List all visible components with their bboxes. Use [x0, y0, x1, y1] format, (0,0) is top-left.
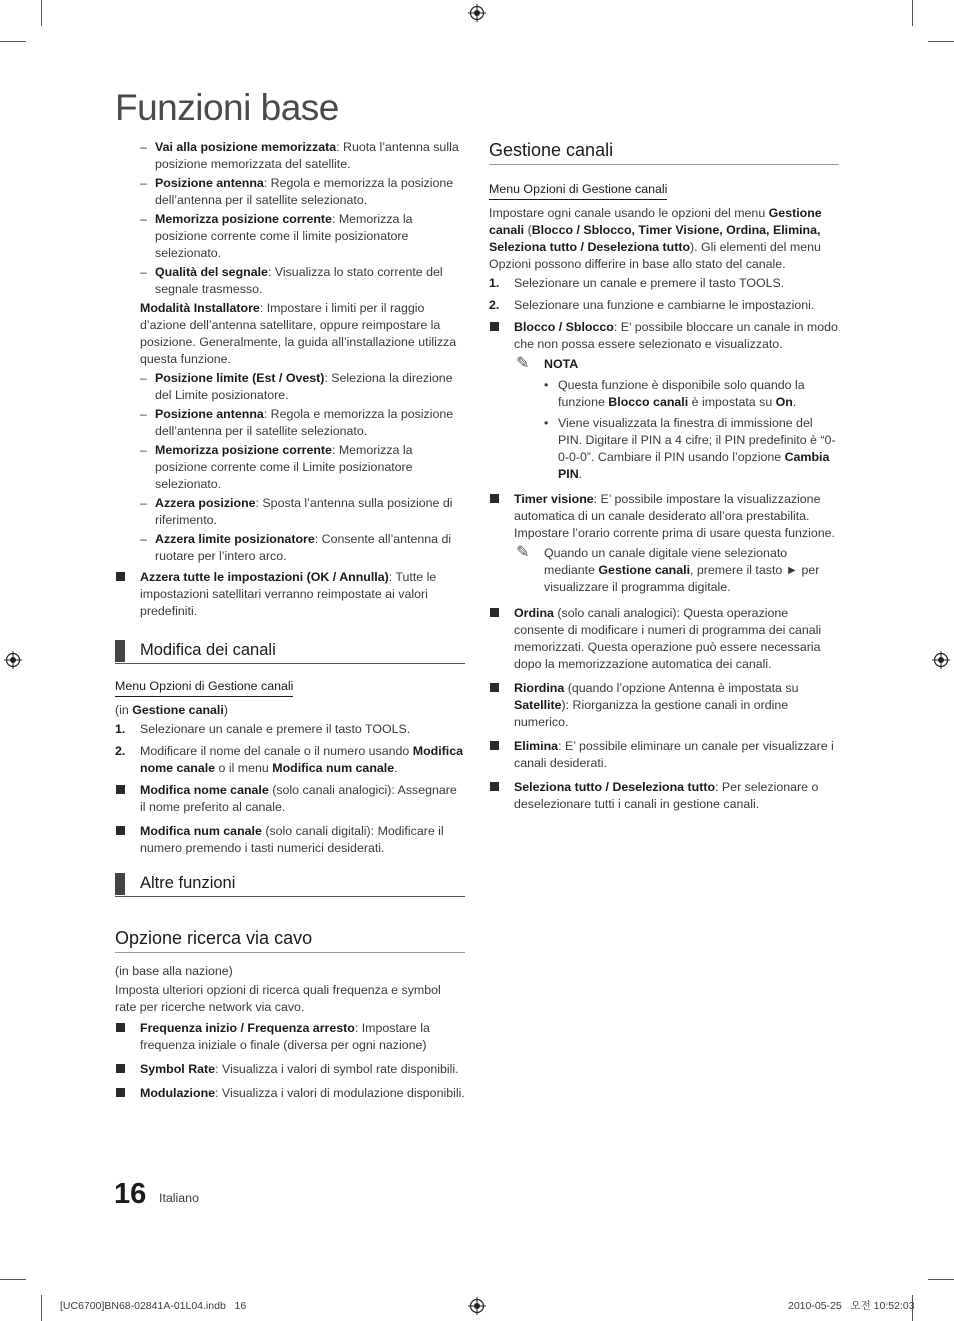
crop-mark	[928, 1279, 954, 1280]
crop-mark	[912, 0, 913, 26]
square-bullet-icon	[116, 1023, 125, 1032]
list-item: Modifica nome canale (solo canali analogici): Assegnare il nome preferito al canale.	[115, 782, 465, 816]
print-slug-date: 2010-05-25 오전 10:52:03	[788, 1300, 915, 1312]
step-item: 2. Modificare il nome del canale o il numero usando Modifica nome canale o il menu Modifica num canale.	[115, 744, 464, 775]
list-item: Seleziona tutto / Deseleziona tutto: Per selezionare o deselezionare tutti i canali in gestione canali.	[489, 779, 839, 813]
installer-options-list	[140, 370, 465, 565]
list-item: Timer visione: E’ possibile impostare la visualizzazione automatica di un canale desiderato all’ora prestabilita. Impostare l’orario corrente prima di usare questa funzione.	[489, 491, 839, 542]
list-item: Modifica num canale (solo canali digitali): Modificare il numero premendo i tasti numerici desiderati.	[115, 823, 465, 857]
crop-mark	[0, 1279, 26, 1280]
pencil-note-icon: ✎	[516, 544, 530, 561]
list-item: – Azzera posizione: Sposta l’antenna sulla posizione di riferimento.	[140, 496, 453, 527]
square-bullet-icon	[490, 741, 499, 750]
registration-mark-icon	[932, 651, 950, 669]
step-item: 1. Selezionare un canale e premere il tasto TOOLS.	[489, 276, 785, 290]
square-bullet-icon	[490, 683, 499, 692]
square-bullet-icon	[490, 322, 499, 331]
list-item: – Posizione antenna: Regola e memorizza la posizione dell’antenna per il satellite selezionato.	[140, 407, 454, 438]
square-bullet-icon	[490, 494, 499, 503]
square-bullet-icon	[490, 608, 499, 617]
right-column	[489, 139, 839, 820]
cavo-description: Imposta ulteriori opzioni di ricerca quali frequenza e symbol rate per ricerche network via cavo.	[115, 983, 441, 1014]
square-bullet-icon	[116, 572, 125, 581]
page-number: 16	[114, 1178, 147, 1210]
heading-bar-icon	[115, 640, 125, 662]
menu-path: Menu Opzioni di Gestione canali	[115, 678, 293, 697]
list-item: Frequenza inizio / Frequenza arresto: Impostare la frequenza iniziale o finale (diversa per ogni nazione)	[115, 1020, 465, 1054]
list-item: Blocco / Sblocco: E’ possibile bloccare un canale in modo che non possa essere selezionato e visualizzato.	[489, 319, 839, 353]
list-item: – Vai alla posizione memorizzata: Ruota l’antenna sulla posizione memorizzata del satellite.	[140, 140, 459, 171]
list-item: – Memorizza posizione corrente: Memorizza la posizione corrente come il limite posizionatore selezionato.	[140, 212, 413, 260]
satellite-options-list	[140, 139, 465, 298]
menu-path: Menu Opzioni di Gestione canali	[489, 181, 667, 200]
list-item: Modulazione: Visualizza i valori di modulazione disponibili.	[115, 1085, 465, 1102]
registration-mark-icon	[468, 1297, 486, 1315]
gestione-intro: Impostare ogni canale usando le opzioni del menu Gestione canali (Blocco / Sblocco, Timer Visione, Ordina, Elimina, Seleziona tutto / Deseleziona tutto). Gli elementi del menu Opzioni possono differire in base allo stato del canale.	[489, 206, 822, 271]
note-bullets	[534, 377, 839, 483]
list-item: Ordina (solo canali analogici): Questa operazione consente di modificare i numeri di programma dei canali memorizzati. Questa operazione può essere necessaria dopo la memorizzazione automatica dei canali.	[489, 605, 839, 673]
square-bullet-icon	[116, 826, 125, 835]
crop-mark	[0, 41, 26, 42]
square-bullet-icon	[490, 782, 499, 791]
list-item: – Posizione antenna: Regola e memorizza la posizione dell’antenna per il satellite selezionato.	[140, 176, 454, 207]
list-item: – Posizione limite (Est / Ovest): Seleziona la direzione del Limite posizionatore.	[140, 371, 453, 402]
square-bullet-icon	[116, 785, 125, 794]
page-title: Funzioni base	[115, 87, 339, 128]
pencil-note-icon: ✎	[516, 355, 530, 372]
list-item: Symbol Rate: Visualizza i valori di symbol rate disponibili.	[115, 1061, 465, 1078]
list-item: Azzera tutte le impostazioni (OK / Annulla): Tutte le impostazioni satellitari verranno reimpostate ai valori predefiniti.	[115, 569, 465, 620]
country-note: (in base alla nazione)	[115, 964, 233, 978]
note-label: ✎ NOTA	[516, 355, 579, 372]
timer-note: ✎ Quando un canale digitale viene selezionato mediante Gestione canali, premere il tasto ► per visualizzare il programma digitale.	[516, 544, 820, 594]
list-item: • Questa funzione è disponibile solo quando la funzione Blocco canali è impostata su On.	[544, 378, 805, 409]
crop-mark	[41, 1295, 42, 1321]
section-title-cavo: Opzione ricerca via cavo	[115, 927, 465, 953]
list-item: Elimina: E’ possibile eliminare un canale per visualizzare i canali desiderati.	[489, 738, 839, 772]
crop-mark	[928, 41, 954, 42]
section-title-gestione: Gestione canali	[489, 139, 839, 165]
print-slug-file: [UC6700]BN68-02841A-01L04.indb 16	[60, 1300, 247, 1312]
registration-mark-icon	[4, 651, 22, 669]
step-item: 1. Selezionare un canale e premere il tasto TOOLS.	[115, 722, 411, 736]
heading-bar-icon	[115, 873, 125, 895]
section-header-modifica: Modifica dei canali	[115, 638, 465, 664]
list-item: – Azzera limite posizionatore: Consente all’antenna di ruotare per l’intero arco.	[140, 532, 452, 563]
list-item: – Memorizza posizione corrente: Memorizza la posizione corrente come il Limite posizionatore selezionato.	[140, 443, 413, 491]
square-bullet-icon	[116, 1064, 125, 1073]
list-item: Riordina (quando l’opzione Antenna è impostata su Satellite): Riorganizza la gestione canali in ordine numerico.	[489, 680, 839, 731]
section-header-altre: Altre funzioni	[115, 871, 465, 897]
context-text: (in Gestione canali)	[115, 703, 228, 717]
square-bullet-icon	[116, 1088, 125, 1097]
list-item: • Viene visualizzata la finestra di immissione del PIN. Digitare il PIN a 4 cifre; il PIN predefinito è “0-0-0-0”. Cambiare il PIN usando l’opzione Cambia PIN.	[544, 416, 836, 481]
installer-mode-text: Modalità Installatore: Impostare i limiti per il raggio d’azione dell’antenna satellitare, oppure reimpostare la posizione. Generalmente, la guida all’installazione utilizza questa funzione.	[140, 301, 457, 366]
registration-mark-icon	[468, 4, 486, 22]
step-item: 2. Selezionare una funzione e cambiarne le impostazioni.	[489, 298, 815, 312]
list-item: – Qualità del segnale: Visualizza lo stato corrente del segnale trasmesso.	[140, 265, 443, 296]
page-language: Italiano	[159, 1191, 199, 1205]
left-column	[115, 139, 465, 1109]
crop-mark	[41, 0, 42, 26]
